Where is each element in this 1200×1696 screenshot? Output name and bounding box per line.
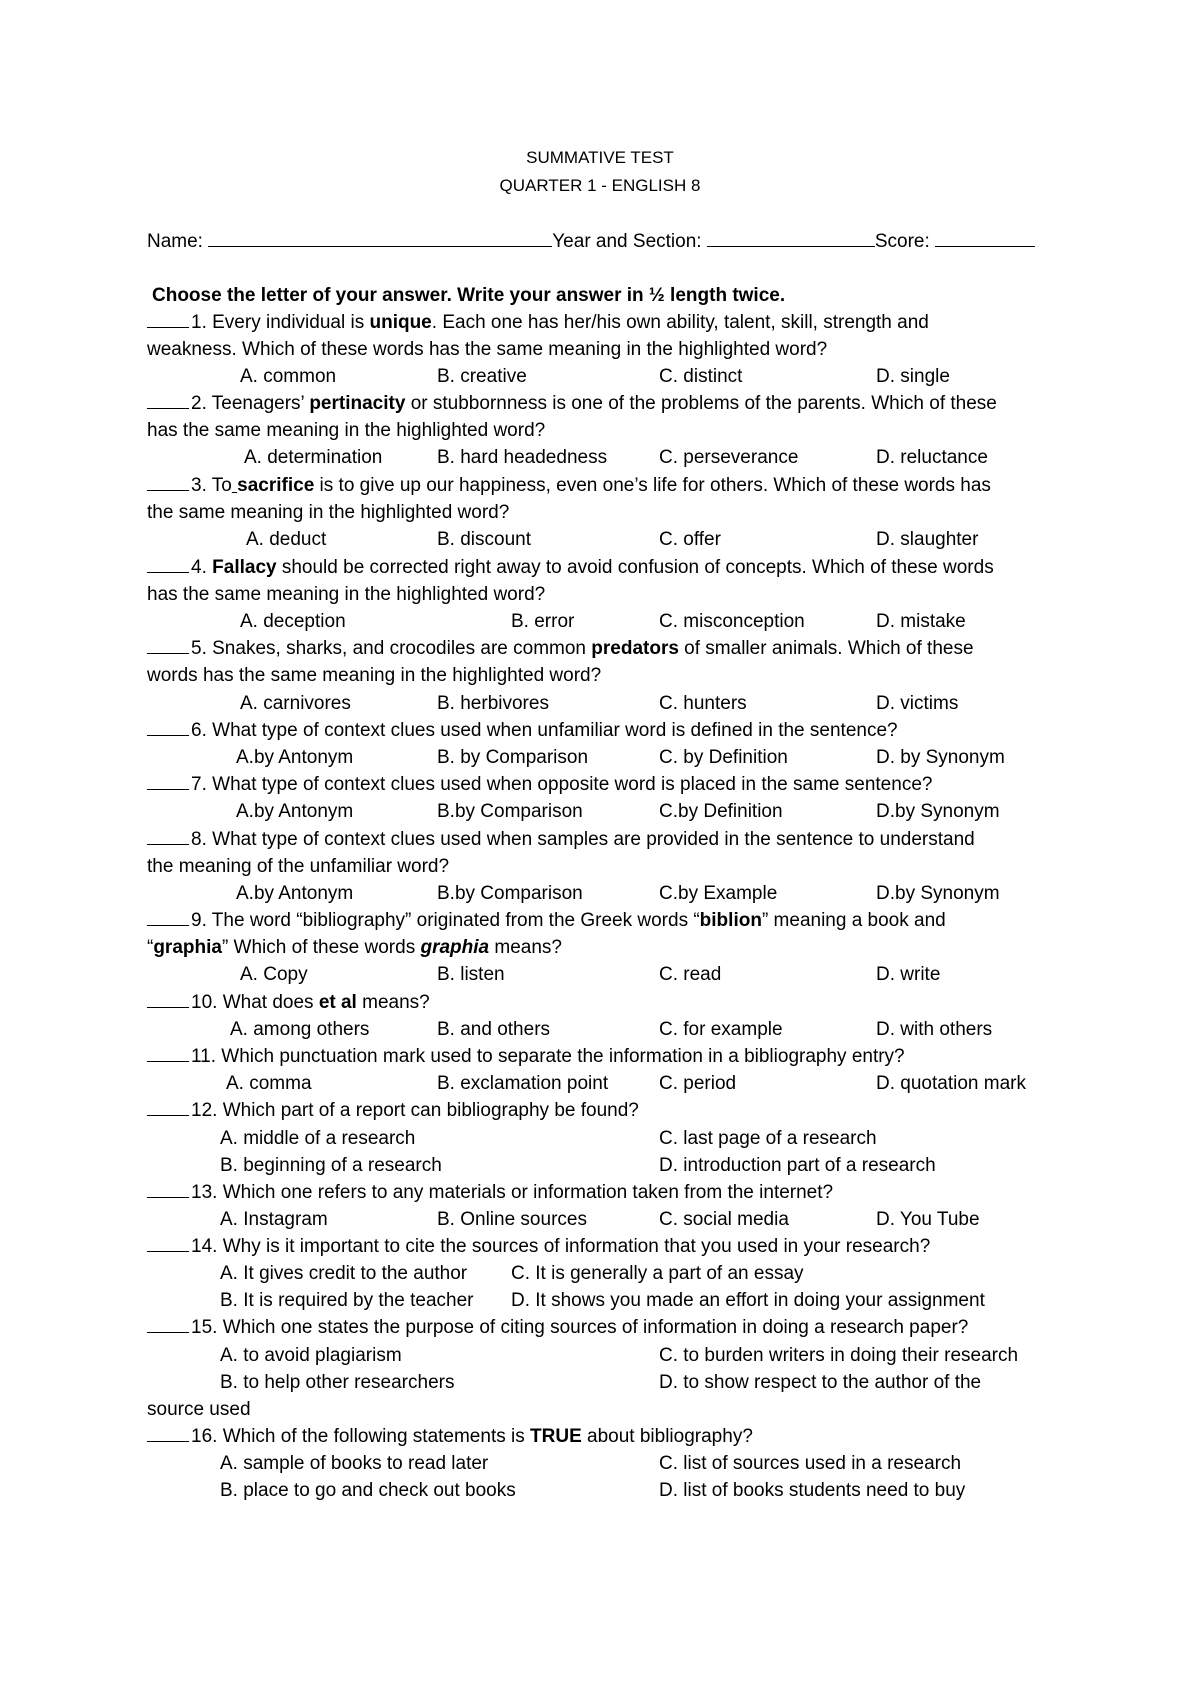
option[interactable]: A. sample of books to read later — [220, 1453, 489, 1474]
test-title: SUMMATIVE TEST — [526, 148, 674, 167]
question-14: 14. Why is it important to cite the sources of information that you used in your research? — [147, 1235, 930, 1259]
keyword: TRUE — [530, 1426, 582, 1447]
answer-blank-9[interactable] — [147, 909, 189, 926]
answer-blank-10[interactable] — [147, 991, 189, 1008]
option[interactable]: A. among others — [230, 1019, 370, 1040]
answer-blank-13[interactable] — [147, 1181, 189, 1198]
option[interactable]: D. It shows you made an effort in doing your assignment — [511, 1290, 985, 1311]
option[interactable]: B. creative — [437, 366, 527, 387]
option[interactable]: C. It is generally a part of an essay — [511, 1263, 804, 1284]
answer-blank-11[interactable] — [147, 1045, 189, 1062]
option[interactable]: A.by Antonym — [236, 747, 354, 768]
option[interactable]: D. with others — [876, 1019, 993, 1040]
keyword: unique — [369, 312, 432, 333]
question-8: 8. What type of context clues used when samples are provided in the sentence to understand — [147, 828, 975, 852]
option[interactable]: D. slaughter — [876, 529, 979, 550]
question-4-cont: has the same meaning in the highlighted word? — [147, 584, 546, 605]
option[interactable]: B. beginning of a research — [220, 1155, 442, 1176]
option[interactable]: C.by Definition — [659, 801, 783, 822]
option[interactable]: C. distinct — [659, 366, 743, 387]
answer-blank-4[interactable] — [147, 556, 189, 573]
option[interactable]: C. read — [659, 964, 722, 985]
score-field[interactable] — [935, 230, 1035, 247]
option[interactable]: A. It gives credit to the author — [220, 1263, 468, 1284]
question-6: 6. What type of context clues used when unfamiliar word is defined in the sentence? — [147, 719, 898, 743]
option[interactable]: B. error — [511, 611, 575, 632]
question-3-cont: the same meaning in the highlighted word? — [147, 502, 510, 523]
keyword: sacrifice — [237, 475, 315, 496]
option[interactable]: B.by Comparison — [437, 801, 583, 822]
question-7: 7. What type of context clues used when opposite word is placed in the same sentence? — [147, 773, 932, 797]
answer-blank-5[interactable] — [147, 637, 189, 654]
answer-blank-12[interactable] — [147, 1099, 189, 1116]
answer-blank-7[interactable] — [147, 773, 189, 790]
option[interactable]: A. carnivores — [240, 693, 351, 714]
option[interactable]: C. by Definition — [659, 747, 788, 768]
option[interactable]: B. herbivores — [437, 693, 549, 714]
student-info-line — [147, 230, 1035, 254]
keyword: biblion — [699, 910, 762, 931]
option[interactable]: A.by Antonym — [236, 883, 354, 904]
option[interactable]: C. to burden writers in doing their research — [659, 1345, 1019, 1366]
question-1: 1. Every individual is unique. Each one has her/his own ability, talent, skill, strength and — [147, 311, 929, 335]
option[interactable]: D. You Tube — [876, 1209, 980, 1230]
name-field[interactable] — [208, 230, 552, 247]
option[interactable]: A. common — [240, 366, 337, 387]
keyword: et al — [318, 992, 357, 1013]
option[interactable]: D. list of books students need to buy — [659, 1480, 966, 1501]
keyword: Fallacy — [212, 557, 277, 578]
option[interactable]: B. place to go and check out books — [220, 1480, 516, 1501]
question-8-cont: the meaning of the unfamiliar word? — [147, 856, 450, 877]
question-1-cont: weakness. Which of these words has the same meaning in the highlighted word? — [147, 339, 828, 360]
option[interactable]: B. exclamation point — [437, 1073, 609, 1094]
question-9: 9. The word “bibliography” originated from the Greek words “biblion” meaning a book and — [147, 909, 946, 933]
question-11: 11. Which punctuation mark used to separate the information in a bibliography entry? — [147, 1045, 905, 1069]
question-15: 15. Which one states the purpose of citing sources of information in doing a research paper? — [147, 1316, 968, 1340]
option[interactable]: C. last page of a research — [659, 1128, 877, 1149]
option[interactable]: C. perseverance — [659, 447, 799, 468]
name-label: Name: — [147, 231, 203, 252]
keyword: graphia — [420, 937, 490, 958]
option[interactable]: A.by Antonym — [236, 801, 354, 822]
option[interactable]: C. for example — [659, 1019, 783, 1040]
keyword: predators — [591, 638, 679, 659]
option[interactable]: D. by Synonym — [876, 747, 1005, 768]
option[interactable]: B. by Comparison — [437, 747, 589, 768]
answer-blank-16[interactable] — [147, 1425, 189, 1442]
option[interactable]: D. single — [876, 366, 950, 387]
option[interactable]: B. to help other researchers — [220, 1372, 455, 1393]
option[interactable]: A. Instagram — [220, 1209, 328, 1230]
question-4: 4. Fallacy should be corrected right away to avoid confusion of concepts. Which of these words — [147, 556, 994, 580]
option[interactable]: C. list of sources used in a research — [659, 1453, 962, 1474]
option[interactable]: A. comma — [226, 1073, 312, 1094]
question-13: 13. Which one refers to any materials or information taken from the internet? — [147, 1181, 833, 1205]
option[interactable]: C. period — [659, 1073, 737, 1094]
answer-blank-14[interactable] — [147, 1235, 189, 1252]
option[interactable]: A. deception — [240, 611, 346, 632]
option[interactable]: B.by Comparison — [437, 883, 583, 904]
score-label: Score: — [874, 231, 930, 252]
option[interactable]: C. offer — [659, 529, 721, 550]
option[interactable]: A. Copy — [240, 964, 308, 985]
question-3: 3. To sacrifice is to give up our happiness, even one’s life for others. Which of these words has — [147, 474, 991, 498]
test-subtitle: QUARTER 1 - ENGLISH 8 — [499, 176, 701, 195]
answer-blank-6[interactable] — [147, 719, 189, 736]
option[interactable]: C. social media — [659, 1209, 789, 1230]
question-2-cont: has the same meaning in the highlighted word? — [147, 420, 546, 441]
option[interactable]: B. It is required by the teacher — [220, 1290, 474, 1311]
instructions: Choose the letter of your answer. Write your answer in ½ length twice. — [152, 285, 786, 306]
option[interactable]: A. deduct — [246, 529, 327, 550]
option[interactable]: C. misconception — [659, 611, 805, 632]
option[interactable]: C. hunters — [659, 693, 747, 714]
question-9-cont: “graphia” Which of these words graphia means? — [147, 937, 562, 958]
option[interactable]: D.by Synonym — [876, 883, 1000, 904]
option[interactable]: B. and others — [437, 1019, 551, 1040]
option[interactable]: B. listen — [437, 964, 505, 985]
option[interactable]: D. victims — [876, 693, 959, 714]
answer-blank-15[interactable] — [147, 1316, 189, 1333]
option[interactable]: D.by Synonym — [876, 801, 1000, 822]
option[interactable]: B. discount — [437, 529, 531, 550]
question-15-cont: source used — [147, 1399, 251, 1420]
option[interactable]: D. quotation mark — [876, 1073, 1026, 1094]
option[interactable]: D. to show respect to the author of the — [659, 1372, 982, 1393]
keyword: graphia — [153, 937, 222, 958]
option[interactable]: A. to avoid plagiarism — [220, 1345, 402, 1366]
answer-blank-8[interactable] — [147, 828, 189, 845]
option[interactable]: A. determination — [244, 447, 383, 468]
option[interactable]: D. reluctance — [876, 447, 988, 468]
option[interactable]: D. write — [876, 964, 941, 985]
answer-blank-3[interactable] — [147, 474, 189, 491]
question-16: 16. Which of the following statements is TRUE about bibliography? — [147, 1425, 753, 1449]
option[interactable]: D. introduction part of a research — [659, 1155, 936, 1176]
answer-blank-1[interactable] — [147, 311, 189, 328]
option[interactable]: A. middle of a research — [220, 1128, 416, 1149]
question-5: 5. Snakes, sharks, and crocodiles are common predators of smaller animals. Which of these — [147, 637, 974, 661]
option[interactable]: D. mistake — [876, 611, 966, 632]
answer-blank-2[interactable] — [147, 392, 189, 409]
option[interactable]: B. Online sources — [437, 1209, 587, 1230]
option[interactable]: B. hard headedness — [437, 447, 608, 468]
question-10: 10. What does et al means? — [147, 991, 430, 1015]
section-field[interactable] — [707, 230, 875, 247]
option[interactable]: C.by Example — [659, 883, 778, 904]
question-2: 2. Teenagers’ pertinacity or stubbornness is one of the problems of the parents. Which of these — [147, 392, 997, 416]
keyword: pertinacity — [309, 393, 406, 414]
question-5-cont: words has the same meaning in the highlighted word? — [147, 665, 602, 686]
section-label: Year and Section: — [552, 231, 702, 252]
question-12: 12. Which part of a report can bibliography be found? — [147, 1099, 639, 1123]
